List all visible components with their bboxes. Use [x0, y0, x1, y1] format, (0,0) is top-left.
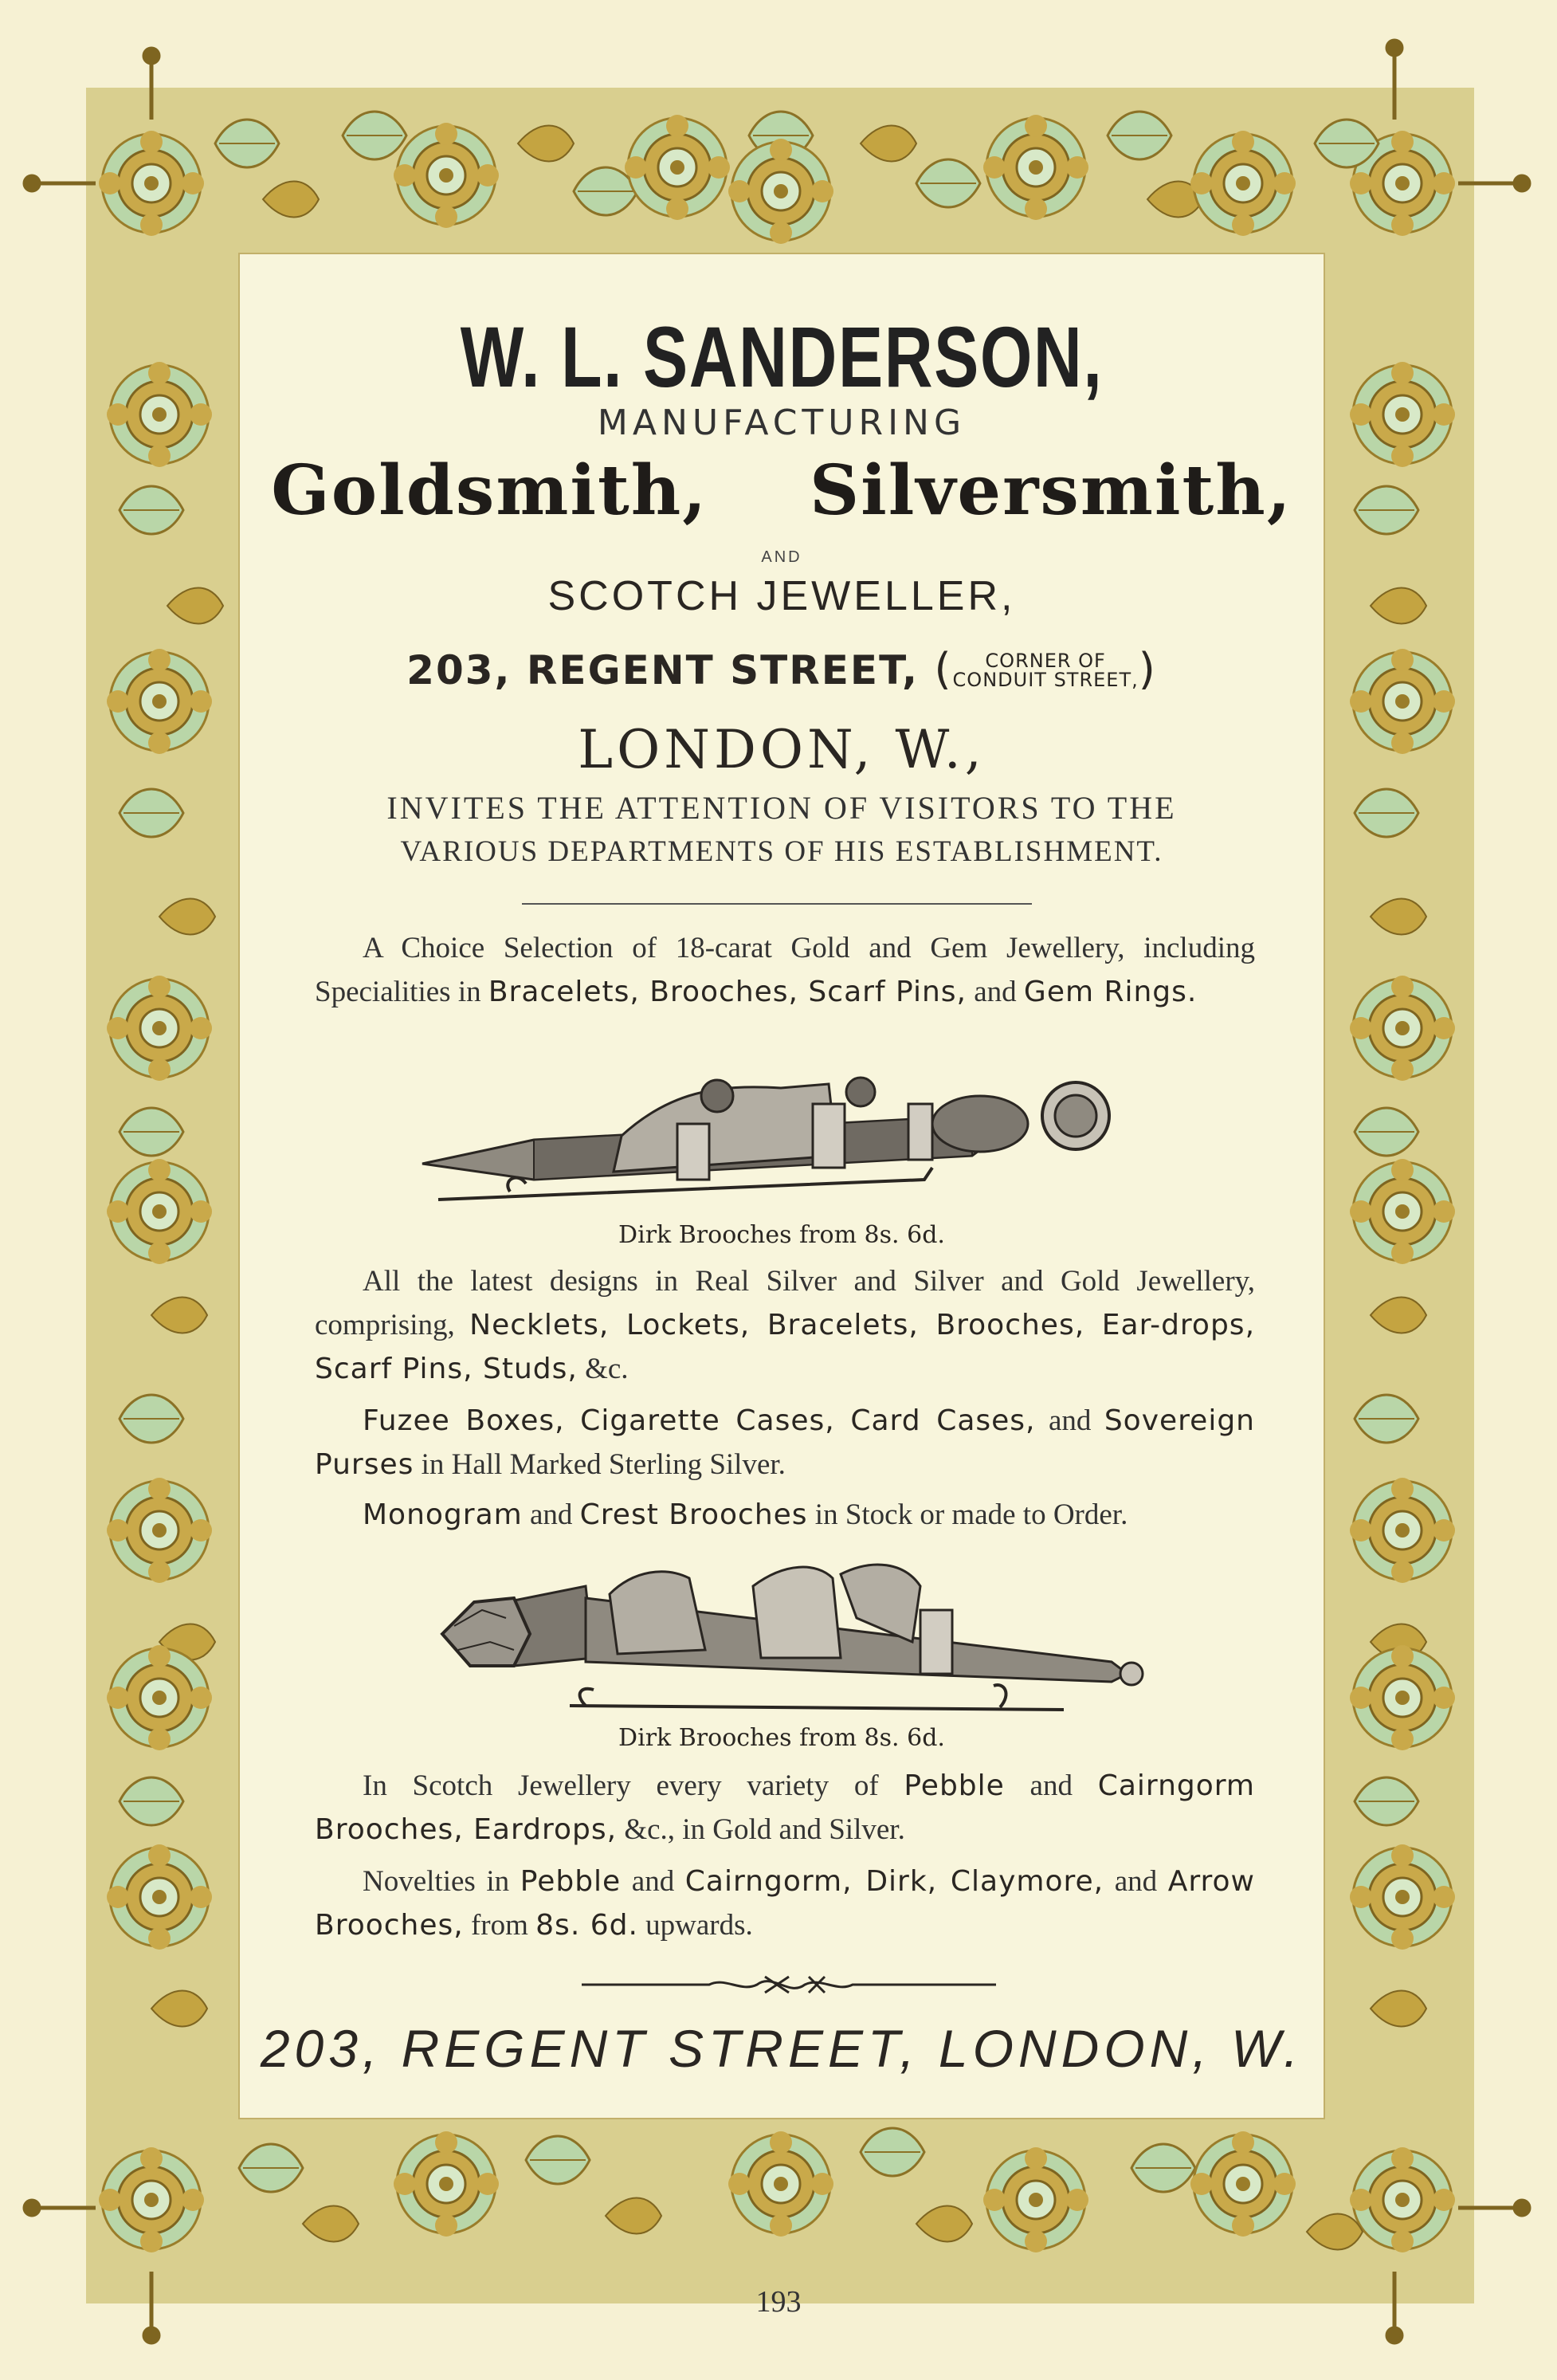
ornamental-flourish-icon: [582, 1969, 996, 2001]
brooch-caption-2: Dirk Brooches from 8s. 6d.: [618, 1724, 945, 1752]
paragraph-monogram: [315, 1493, 1255, 1537]
text-run-emphasis: Arrow Brooches,: [315, 1865, 1255, 1942]
brooch-caption-1: Dirk Brooches from 8s. 6d.: [618, 1221, 945, 1249]
paragraph-fuzee-boxes: [315, 1399, 1255, 1487]
text-run: from: [463, 1909, 536, 1942]
text-run: A Choice Selection of 18-carat Gold and Gem Jewellery, including Specialities in: [315, 932, 1255, 1008]
text-run: upwards.: [637, 1909, 753, 1942]
text-run-emphasis: Pebble: [520, 1865, 622, 1898]
paragraph-scotch-jewellery: [315, 1764, 1255, 1852]
text-run: in Stock or made to Order.: [807, 1498, 1128, 1531]
paragraph-novelties: [315, 1860, 1255, 1947]
text-run: Novelties in: [363, 1865, 520, 1898]
scotch-jeweller-label: SCOTCH JEWELLER,: [547, 573, 1016, 619]
text-run: &c.: [577, 1353, 629, 1385]
text-run-emphasis: Fuzee Boxes, Cigarette Cases, Card Cases,: [363, 1404, 1036, 1437]
dirk-brooch-icon: [414, 1060, 1155, 1219]
street-label: 203, REGENT STREET,: [406, 647, 920, 693]
trade-line: [239, 450, 1324, 531]
text-run-emphasis: Cairngorm Brooches, Eardrops,: [315, 1769, 1255, 1846]
conduit-street-label: CONDUIT STREET,: [952, 668, 1139, 691]
city-label: LONDON, W.,: [578, 719, 986, 780]
text-run-emphasis: Sovereign Purses: [315, 1404, 1255, 1481]
text-run: and: [1035, 1404, 1104, 1437]
paragraph-choice-selection: [315, 926, 1255, 1014]
divider-rule: [522, 903, 1032, 905]
corner-note: [953, 651, 1139, 689]
text-run: and: [1104, 1865, 1168, 1898]
text-run: and: [522, 1498, 580, 1531]
text-run: in Hall Marked Sterling Silver.: [414, 1448, 786, 1481]
text-run-emphasis: Pebble: [904, 1769, 1005, 1802]
firm-name: W. L. SANDERSON,: [460, 308, 1104, 405]
text-run: All the latest designs in Real Silver and Silver and Gold Jewellery, comprising,: [315, 1265, 1255, 1341]
footer-address: 203, REGENT STREET, LONDON, W.: [260, 2019, 1304, 2078]
and-label: AND: [761, 548, 802, 566]
dirk-brooch-icon: [426, 1554, 1159, 1722]
paragraph-latest-designs: [315, 1259, 1255, 1391]
text-run-emphasis: 8s. 6d.: [535, 1909, 638, 1942]
text-run-emphasis: Bracelets, Brooches, Scarf Pins,: [488, 976, 967, 1008]
text-run: and: [1004, 1769, 1098, 1802]
text-run: In Scotch Jewellery every variety of: [363, 1769, 904, 1802]
silversmith-label: Silversmith,: [809, 450, 1292, 531]
invites-line-2: VARIOUS DEPARTMENTS OF HIS ESTABLISHMENT.: [400, 835, 1163, 868]
text-run: &c., in Gold and Silver.: [617, 1813, 905, 1846]
text-run-emphasis: Necklets, Lockets, Bracelets, Brooches, Ear-drops, Scarf Pins, Studs,: [315, 1309, 1256, 1385]
text-run: and: [621, 1865, 685, 1898]
goldsmith-label: Goldsmith,: [271, 450, 708, 531]
page-number: 193: [755, 2285, 802, 2319]
text-run-emphasis: Gem Rings.: [1023, 976, 1198, 1008]
text-run-emphasis: Cairngorm, Dirk, Claymore,: [684, 1865, 1104, 1898]
text-run: and: [966, 976, 1024, 1008]
corner-of-label: CORNER OF: [985, 649, 1106, 672]
text-run-emphasis: Monogram: [363, 1498, 523, 1531]
manufacturing-label: MANUFACTURING: [597, 403, 967, 443]
text-run-emphasis: Crest Brooches: [579, 1498, 808, 1531]
invites-line-1: INVITES THE ATTENTION OF VISITORS TO THE: [386, 790, 1177, 826]
street-address: 203, REGENT STREET, ( CORNER OF CONDUIT STREET, ): [406, 644, 1157, 694]
